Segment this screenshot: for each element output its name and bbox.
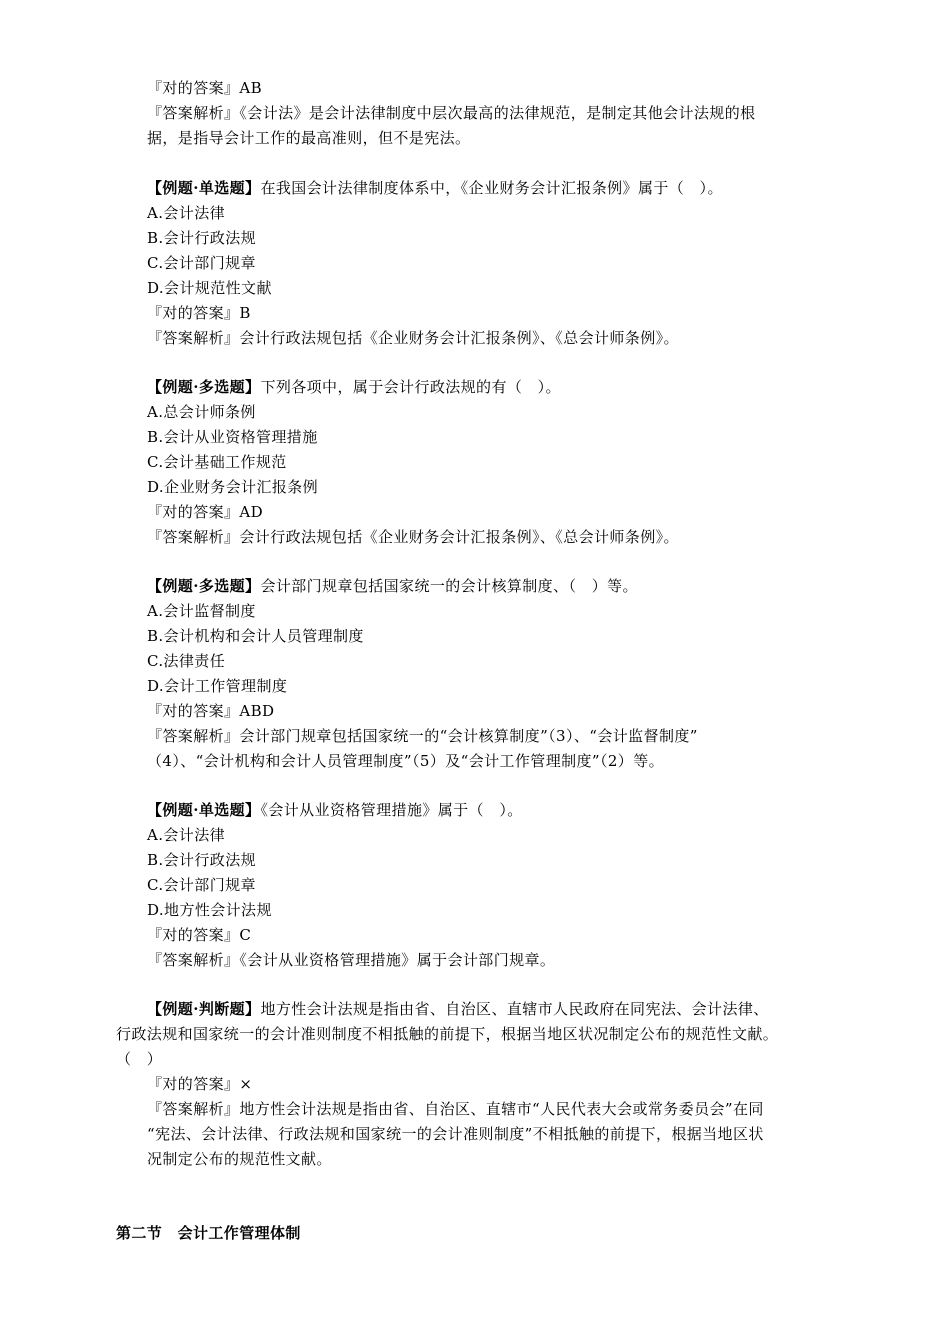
option-a: A.会计法律 [147, 204, 226, 222]
option-c: C.会计基础工作规范 [147, 453, 287, 471]
option-d: D.会计工作管理制度 [147, 677, 288, 695]
question-text: 《会计从业资格管理措施》属于（ ）。 [260, 801, 523, 819]
question-text: 地方性会计法规是指由省、自治区、直辖市人民政府在同宪法、会计法律、 [260, 1000, 769, 1018]
answer-blank: （ ） [116, 1050, 163, 1068]
answer-line: 『对的答案』× [147, 1075, 253, 1093]
question-tag: 【例题·多选题】 [147, 378, 261, 396]
question-stem [147, 997, 769, 1021]
analysis-line: 『答案解析』会计行政法规包括《企业财务会计汇报条例》、《总会计师条例》。 [147, 528, 679, 546]
analysis-line: 况制定公布的规范性文献。 [147, 1150, 332, 1168]
section-title: 第二节 会计工作管理体制 [116, 1224, 301, 1242]
option-c: C.会计部门规章 [147, 254, 256, 272]
option-a: A.总会计师条例 [147, 403, 256, 421]
analysis-line: 『答案解析』地方性会计法规是指由省、自治区、直辖市“人民代表大会或常务委员会”在同 [147, 1100, 764, 1118]
option-a: A.会计法律 [147, 826, 226, 844]
question-tag: 【例题·多选题】 [147, 577, 261, 595]
question-stem [147, 798, 523, 822]
option-c: C.法律责任 [147, 652, 226, 670]
question-tag: 【例题·单选题】 [147, 179, 261, 197]
question-tag: 【例题·判断题】 [147, 1000, 261, 1018]
answer-line: 『对的答案』AD [147, 503, 264, 521]
option-b: B.会计行政法规 [147, 851, 256, 869]
option-b: B.会计从业资格管理措施 [147, 428, 318, 446]
option-b: B.会计行政法规 [147, 229, 256, 247]
analysis-line: 据，是指导会计工作的最高准则，但不是宪法。 [147, 129, 471, 147]
answer-line: 『对的答案』C [147, 926, 252, 944]
option-c: C.会计部门规章 [147, 876, 256, 894]
answer-line: 『对的答案』AB [147, 79, 263, 97]
analysis-line: 『答案解析』会计行政法规包括《企业财务会计汇报条例》、《总会计师条例》。 [147, 329, 679, 347]
option-d: D.企业财务会计汇报条例 [147, 478, 319, 496]
answer-line: 『对的答案』ABD [147, 702, 275, 720]
answer-line: 『对的答案』B [147, 304, 251, 322]
analysis-line: （4）、“会计机构和会计人员管理制度”（5）及“会计工作管理制度”（2）等。 [147, 752, 665, 770]
question-text: 在我国会计法律制度体系中，《企业财务会计汇报条例》属于（ ）。 [260, 179, 723, 197]
analysis-line: 『答案解析』会计部门规章包括国家统一的“会计核算制度”（3）、“会计监督制度” [147, 727, 698, 745]
option-d: D.会计规范性文献 [147, 279, 272, 297]
analysis-line: 『答案解析』《会计从业资格管理措施》属于会计部门规章。 [147, 951, 556, 969]
question-text: 下列各项中，属于会计行政法规的有（ ）。 [260, 378, 561, 396]
analysis-line: 『答案解析』《会计法》是会计法律制度中层次最高的法律规范，是制定其他会计法规的根 [147, 104, 756, 122]
option-d: D.地方性会计法规 [147, 901, 272, 919]
question-text: 行政法规和国家统一的会计准则制度不相抵触的前提下，根据当地区状况制定公布的规范性文献。 [116, 1025, 779, 1043]
question-stem [147, 574, 638, 598]
option-a: A.会计监督制度 [147, 602, 256, 620]
analysis-line: “宪法、会计法律、行政法规和国家统一的会计准则制度”不相抵触的前提下，根据当地区状 [147, 1125, 764, 1143]
option-b: B.会计机构和会计人员管理制度 [147, 627, 364, 645]
question-text: 会计部门规章包括国家统一的会计核算制度、（ ）等。 [260, 577, 638, 595]
question-stem [147, 176, 723, 200]
question-stem [147, 375, 561, 399]
question-tag: 【例题·单选题】 [147, 801, 261, 819]
